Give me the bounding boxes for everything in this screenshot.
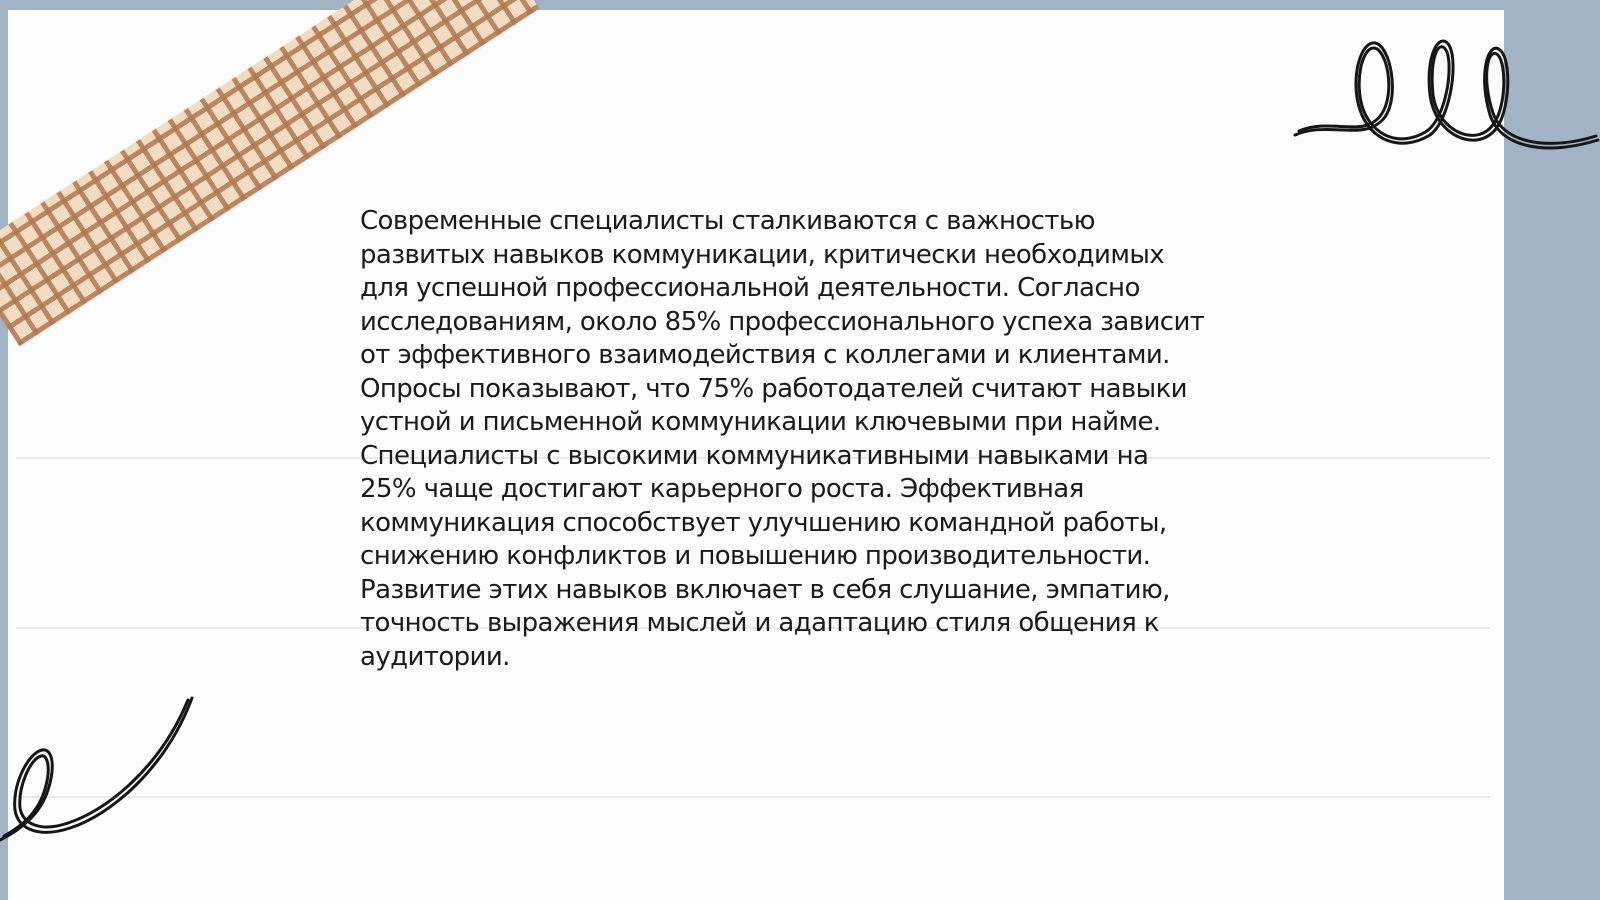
body-text-line: Развитие этих навыков включает в себя слушание, эмпатию, (360, 574, 1170, 605)
body-text-line: развитых навыков коммуникации, критически необходимых (360, 239, 1165, 270)
body-text-line: Специалисты с высокими коммуникативными навыками на (360, 440, 1149, 471)
body-text-line: от эффективного взаимодействия с коллегами и клиентами. (360, 340, 1170, 370)
body-text-line: 25% чаще достигают карьерного роста. Эффективная (360, 474, 1084, 504)
body-text-line: снижению конфликтов и повышению производительности. (360, 541, 1151, 571)
body-text-line: исследованиям, около 85% профессионального успеха зависит (360, 306, 1205, 337)
squiggle-bottom-left-icon (0, 690, 210, 860)
body-text (360, 205, 1240, 674)
body-text-line: Современные специалисты сталкиваются с важностью (360, 206, 1095, 236)
body-text-line: коммуникация способствует улучшению командной работы, (360, 507, 1167, 538)
squiggle-top-right-icon (1290, 25, 1600, 175)
ruled-line (16, 796, 1490, 798)
body-text-line: для успешной профессиональной деятельности. Согласно (360, 273, 1140, 303)
body-text-line: аудитории. (360, 641, 510, 672)
body-text-line: точность выражения мыслей и адаптацию стиля общения к (360, 608, 1159, 638)
body-text-line: Опросы показывают, что 75% работодателей считают навыки (360, 373, 1187, 404)
body-text-line: устной и письменной коммуникации ключевыми при найме. (360, 407, 1161, 437)
